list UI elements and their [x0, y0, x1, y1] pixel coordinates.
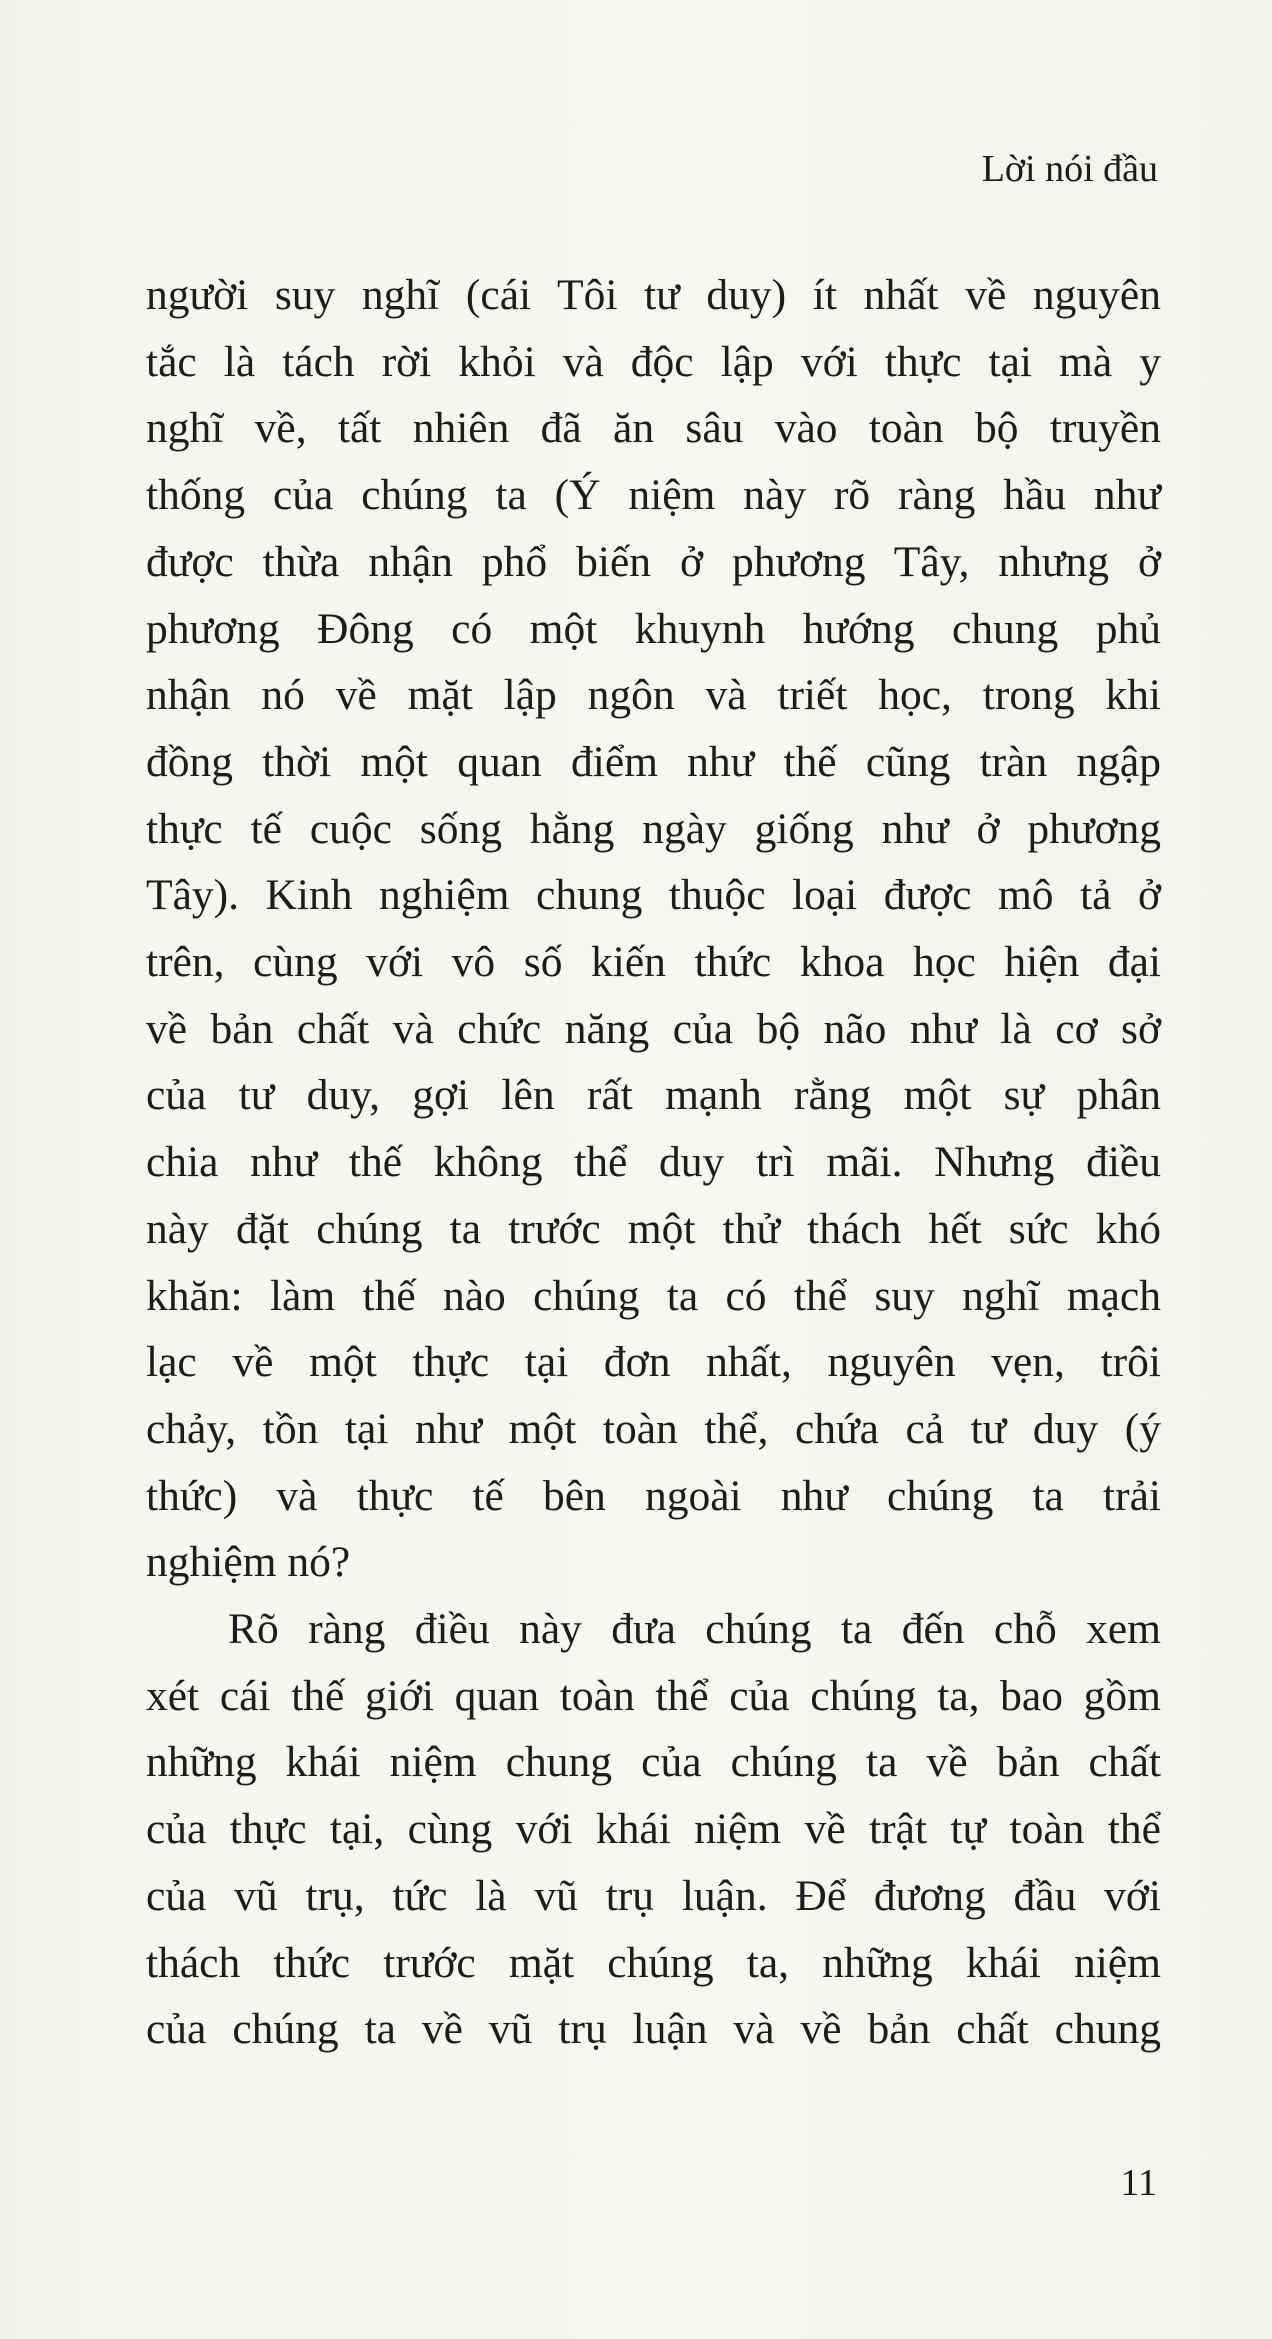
- text-line: phương Đông có một khuynh hướng chung phủ: [146, 604, 1161, 653]
- text-line: thức) và thực tế bên ngoài như chúng ta trải: [146, 1471, 1161, 1520]
- text-line: chia như thế không thể duy trì mãi. Nhưng điều: [146, 1138, 1161, 1187]
- text-line: những khái niệm chung của chúng ta về bản chất: [146, 1738, 1161, 1787]
- text-line: của tư duy, gợi lên rất mạnh rằng một sự phân: [146, 1071, 1161, 1120]
- body-text: [146, 262, 1161, 2063]
- text-line: xét cái thế giới quan toàn thể của chúng ta, bao gồm: [146, 1671, 1161, 1720]
- paragraph-1: [146, 262, 1161, 1596]
- text-line: được thừa nhận phổ biến ở phương Tây, nhưng ở: [146, 537, 1161, 586]
- text-line: của chúng ta về vũ trụ luận và về bản chất chung: [146, 2005, 1161, 2054]
- text-line: khăn: làm thế nào chúng ta có thể suy nghĩ mạch: [146, 1271, 1161, 1320]
- paragraph-2: [146, 1596, 1161, 2063]
- text-line: Rõ ràng điều này đưa chúng ta đến chỗ xem: [228, 1605, 1161, 1654]
- text-line: thống của chúng ta (Ý niệm này rõ ràng hầu như: [146, 471, 1161, 520]
- text-line: thực tế cuộc sống hằng ngày giống như ở phương: [146, 804, 1161, 853]
- text-line: của vũ trụ, tức là vũ trụ luận. Để đương đầu với: [146, 1871, 1161, 1920]
- text-line: thách thức trước mặt chúng ta, những khái niệm: [146, 1938, 1161, 1987]
- page-number: 11: [1120, 2162, 1157, 2204]
- text-line: nghiệm nó?: [146, 1538, 351, 1587]
- text-line: về bản chất và chức năng của bộ não như là cơ sở: [146, 1004, 1161, 1053]
- text-line: nghĩ về, tất nhiên đã ăn sâu vào toàn bộ truyền: [146, 404, 1161, 453]
- text-line: tắc là tách rời khỏi và độc lập với thực tại mà y: [146, 337, 1161, 386]
- text-line: này đặt chúng ta trước một thử thách hết sức khó: [146, 1204, 1161, 1253]
- text-line: người suy nghĩ (cái Tôi tư duy) ít nhất về nguyên: [146, 271, 1161, 319]
- text-line: trên, cùng với vô số kiến thức khoa học hiện đại: [146, 938, 1161, 987]
- text-line: của thực tại, cùng với khái niệm về trật tự toàn thể: [146, 1805, 1161, 1854]
- text-line: đồng thời một quan điểm như thế cũng tràn ngập: [146, 737, 1161, 786]
- text-line: Tây). Kinh nghiệm chung thuộc loại được mô tả ở: [146, 871, 1161, 920]
- text-line: lạc về một thực tại đơn nhất, nguyên vẹn, trôi: [146, 1338, 1161, 1387]
- text-line: chảy, tồn tại như một toàn thể, chứa cả tư duy (ý: [146, 1404, 1161, 1453]
- text-line: nhận nó về mặt lập ngôn và triết học, trong khi: [146, 671, 1161, 720]
- running-header: Lời nói đầu: [981, 148, 1158, 190]
